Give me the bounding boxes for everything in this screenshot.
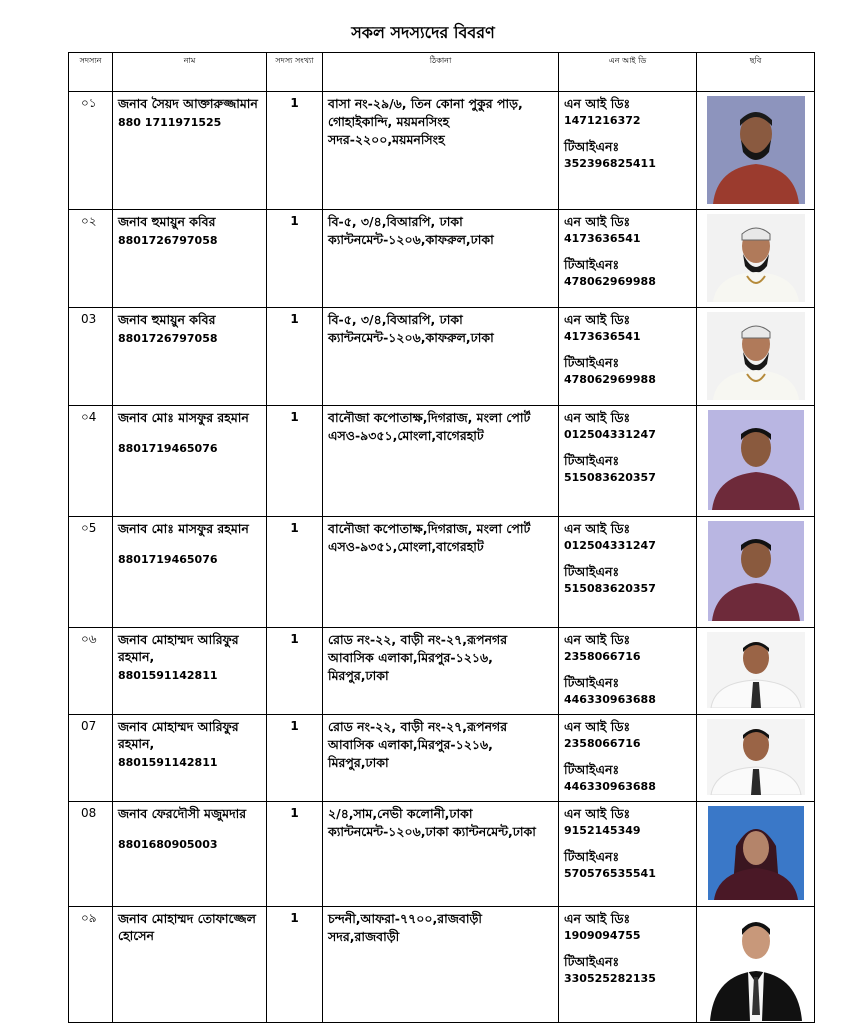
member-name: জনাব সৈয়দ আক্তারুজ্জামান <box>118 96 258 111</box>
address-cell <box>323 308 559 406</box>
member-photo <box>708 410 804 510</box>
id-cell <box>559 802 697 907</box>
table-row <box>69 802 815 907</box>
tin-value: 352396825411 <box>564 157 656 170</box>
photo-cell <box>697 210 815 308</box>
photo-cell <box>697 406 815 517</box>
nid-label: এন আই ডিঃ <box>564 911 631 926</box>
nid-value: 4173636541 <box>564 232 641 245</box>
serial-cell: ০২ <box>69 210 113 308</box>
count-cell: 1 <box>267 210 323 308</box>
id-cell <box>559 517 697 628</box>
id-cell <box>559 907 697 1023</box>
tin-value: 446330963688 <box>564 780 656 793</box>
nid-value: 9152145349 <box>564 824 641 837</box>
id-cell <box>559 210 697 308</box>
serial-cell: 03 <box>69 308 113 406</box>
member-address: বানৌজা কপোতাক্ষ,দিগরাজ, মংলা পোর্ট এসও-৯৩৫১,মোংলা,বাগেরহাট <box>328 521 531 554</box>
tin-value: 515083620357 <box>564 582 656 595</box>
table-row <box>69 517 815 628</box>
nid-label: এন আই ডিঃ <box>564 632 631 647</box>
nid-label: এন আই ডিঃ <box>564 410 631 425</box>
nid-value: 012504331247 <box>564 428 656 441</box>
member-address: চন্দনী,আফরা-৭৭০০,রাজবাড়ী সদর,রাজবাড়ী <box>328 911 482 944</box>
photo-cell <box>697 802 815 907</box>
count-cell: 1 <box>267 308 323 406</box>
header-nid: এন আই ডি <box>559 53 697 92</box>
tin-label: টিআইএনঃ <box>564 139 620 154</box>
serial-cell: ০5 <box>69 517 113 628</box>
member-photo <box>708 521 804 621</box>
address-cell <box>323 406 559 517</box>
member-address: বি-৫, ৩/৪,বিআরপি, ঢাকা ক্যান্টনমেন্ট-১২০৬,কাফরুল,ঢাকা <box>328 312 494 345</box>
member-phone: 8801591142811 <box>118 756 218 769</box>
tin-label: টিআইএনঃ <box>564 355 620 370</box>
serial-cell: 07 <box>69 715 113 802</box>
nid-value: 4173636541 <box>564 330 641 343</box>
id-cell <box>559 308 697 406</box>
name-cell <box>113 210 267 308</box>
member-address: রোড নং-২২, বাড়ী নং-২৭,রূপনগর আবাসিক এলাকা,মিরপুর-১২১৬, মিরপুর,ঢাকা <box>328 719 508 770</box>
id-cell <box>559 628 697 715</box>
header-count: সদস্য সংখ্যা <box>267 53 323 92</box>
serial-cell: ০৬ <box>69 628 113 715</box>
id-cell <box>559 715 697 802</box>
table-row <box>69 210 815 308</box>
nid-value: 012504331247 <box>564 539 656 552</box>
count-cell: 1 <box>267 802 323 907</box>
nid-value: 2358066716 <box>564 650 641 663</box>
name-cell <box>113 92 267 210</box>
name-cell <box>113 308 267 406</box>
address-cell <box>323 907 559 1023</box>
count-cell: 1 <box>267 517 323 628</box>
address-cell <box>323 92 559 210</box>
member-phone: 8801680905003 <box>118 838 218 851</box>
id-cell <box>559 406 697 517</box>
member-photo <box>708 911 804 1021</box>
member-name: জনাব মোহাম্মদ আরিফুর রহমান, <box>118 632 239 664</box>
tin-value: 330525282135 <box>564 972 656 985</box>
header-serial: সদস্যন <box>69 53 113 92</box>
member-address: বানৌজা কপোতাক্ষ,দিগরাজ, মংলা পোর্ট এসও-৯৩৫১,মোংলা,বাগেরহাট <box>328 410 531 443</box>
nid-label: এন আই ডিঃ <box>564 96 631 111</box>
tin-value: 478062969988 <box>564 373 656 386</box>
name-cell <box>113 715 267 802</box>
nid-label: এন আই ডিঃ <box>564 806 631 821</box>
member-name: জনাব মোহাম্মদ আরিফুর রহমান, <box>118 719 239 751</box>
member-address: ২/৪,সাম,নেভী কলোনী,ঢাকা ক্যান্টনমেন্ট-১২০৬,ঢাকা ক্যান্টনমেন্ট,ঢাকা <box>328 806 536 839</box>
photo-cell <box>697 628 815 715</box>
tin-label: টিআইএনঃ <box>564 849 620 864</box>
member-photo <box>708 806 804 900</box>
name-cell <box>113 628 267 715</box>
member-photo <box>707 719 805 795</box>
table-header-row <box>69 53 815 92</box>
tin-label: টিআইএনঃ <box>564 675 620 690</box>
tin-value: 446330963688 <box>564 693 656 706</box>
photo-cell <box>697 308 815 406</box>
tin-label: টিআইএনঃ <box>564 257 620 272</box>
address-cell <box>323 517 559 628</box>
nid-value: 1909094755 <box>564 929 641 942</box>
photo-cell <box>697 715 815 802</box>
member-address: বি-৫, ৩/৪,বিআরপি, ঢাকা ক্যান্টনমেন্ট-১২০৬,কাফরুল,ঢাকা <box>328 214 494 247</box>
serial-cell: ০4 <box>69 406 113 517</box>
count-cell: 1 <box>267 406 323 517</box>
address-cell <box>323 715 559 802</box>
tin-value: 570576535541 <box>564 867 656 880</box>
tin-label: টিআইএনঃ <box>564 762 620 777</box>
nid-label: এন আই ডিঃ <box>564 312 631 327</box>
nid-label: এন আই ডিঃ <box>564 719 631 734</box>
photo-cell <box>697 517 815 628</box>
member-photo <box>707 214 805 302</box>
member-address: বাসা নং-২৯/৬, তিন কোনা পুকুর পাড়, গোহাইকান্দি, ময়মনসিংহ সদর-২২০০,ময়মনসিংহ <box>328 96 523 147</box>
member-name: জনাব মোঃ মাসফুর রহমান <box>118 521 249 536</box>
name-cell <box>113 517 267 628</box>
serial-cell: 08 <box>69 802 113 907</box>
count-cell: 1 <box>267 715 323 802</box>
table-row <box>69 406 815 517</box>
member-name: জনাব হুমায়ুন কবির <box>118 214 216 229</box>
photo-cell <box>697 92 815 210</box>
count-cell: 1 <box>267 628 323 715</box>
photo-cell <box>697 907 815 1023</box>
nid-value: 1471216372 <box>564 114 641 127</box>
name-cell <box>113 802 267 907</box>
member-phone: 8801719465076 <box>118 442 218 455</box>
header-address: ঠিকানা <box>323 53 559 92</box>
count-cell: 1 <box>267 907 323 1023</box>
header-photo: ছবি <box>697 53 815 92</box>
member-address: রোড নং-২২, বাড়ী নং-২৭,রূপনগর আবাসিক এলাকা,মিরপুর-১২১৬, মিরপুর,ঢাকা <box>328 632 508 683</box>
member-name: জনাব মোঃ মাসফুর রহমান <box>118 410 249 425</box>
nid-label: এন আই ডিঃ <box>564 214 631 229</box>
tin-label: টিআইএনঃ <box>564 453 620 468</box>
count-cell: 1 <box>267 92 323 210</box>
member-phone: 880 1711971525 <box>118 116 222 129</box>
member-photo <box>707 312 805 400</box>
tin-value: 515083620357 <box>564 471 656 484</box>
members-table <box>68 52 815 1023</box>
nid-value: 2358066716 <box>564 737 641 750</box>
tin-value: 478062969988 <box>564 275 656 288</box>
serial-cell: ০১ <box>69 92 113 210</box>
member-name: জনাব হুমায়ুন কবির <box>118 312 216 327</box>
tin-label: টিআইএনঃ <box>564 954 620 969</box>
table-row <box>69 715 815 802</box>
member-name: জনাব ফেরদৌসী মজুমদার <box>118 806 247 821</box>
member-photo <box>707 632 805 708</box>
table-row <box>69 628 815 715</box>
member-phone: 8801591142811 <box>118 669 218 682</box>
name-cell <box>113 907 267 1023</box>
table-row <box>69 92 815 210</box>
address-cell <box>323 628 559 715</box>
id-cell <box>559 92 697 210</box>
member-phone: 8801726797058 <box>118 234 218 247</box>
table-row <box>69 907 815 1023</box>
member-name: জনাব মোহাম্মদ তোফাজ্জেল হোসেন <box>118 911 256 943</box>
tin-label: টিআইএনঃ <box>564 564 620 579</box>
address-cell <box>323 210 559 308</box>
header-name: নাম <box>113 53 267 92</box>
member-phone: 8801726797058 <box>118 332 218 345</box>
table-row <box>69 308 815 406</box>
nid-label: এন আই ডিঃ <box>564 521 631 536</box>
member-photo <box>707 96 805 204</box>
serial-cell: ০৯ <box>69 907 113 1023</box>
page-title: সকল সদস্যদের বিবরণ <box>351 23 495 42</box>
member-phone: 8801719465076 <box>118 553 218 566</box>
name-cell <box>113 406 267 517</box>
address-cell <box>323 802 559 907</box>
